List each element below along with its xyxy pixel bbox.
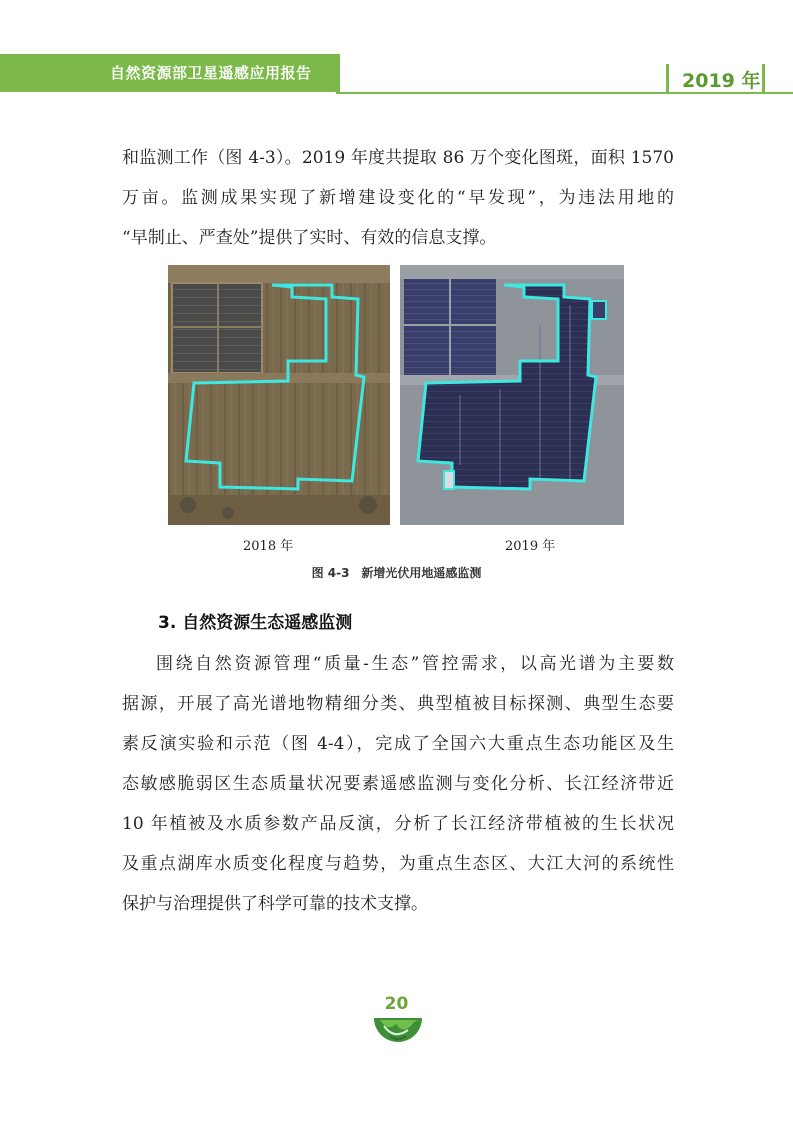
satellite-image-2019 [400,265,624,525]
report-year: 2019 年 [682,70,761,92]
image-label-2018: 2018 年 [243,539,294,554]
page-number: 20 [384,994,409,1014]
paragraph-line: 10 年植被及水质参数产品反演，分析了长江经济带植被的生长状况 [122,814,674,834]
paragraph-line: 保护与治理提供了科学可靠的技术支撑。 [122,894,428,914]
paragraph-2 [122,644,674,924]
header-year-bar-right [762,64,765,94]
globe-icon [374,1018,422,1048]
paragraph-line: 态敏感脆弱区生态质量状况要素遥感监测与变化分析、长江经济带近 [122,774,674,794]
paragraph-line: 和监测工作（图 4-3）。2019 年度共提取 86 万个变化图斑，面积 1570 [122,148,674,168]
paragraph-line: 素反演实验和示范（图 4-4），完成了全国六大重点生态功能区及生 [122,734,674,754]
paragraph-line: 据源，开展了高光谱地物精细分类、典型植被目标探测、典型生态要 [122,694,674,714]
paragraph-line: 万亩。监测成果实现了新增建设变化的“早发现”，为违法用地的 [122,188,674,208]
header-year-bar-left [666,64,669,94]
report-title: 自然资源部卫星遥感应用报告 [110,64,312,82]
paragraph-1 [122,138,674,258]
section-heading: 3. 自然资源生态遥感监测 [158,613,353,633]
image-label-2019: 2019 年 [505,539,556,554]
paragraph-line: 及重点湖库水质变化程度与趋势，为重点生态区、大江大河的系统性 [122,854,674,874]
header-stripe [336,54,340,92]
satellite-image-2018 [168,265,390,525]
figure-caption: 图 4-3 新增光伏用地遥感监测 [311,566,482,580]
paragraph-line: “早制止、严查处”提供了实时、有效的信息支撑。 [122,228,497,248]
paragraph-line: 围绕自然资源管理“质量-生态”管控需求，以高光谱为主要数 [156,654,674,674]
